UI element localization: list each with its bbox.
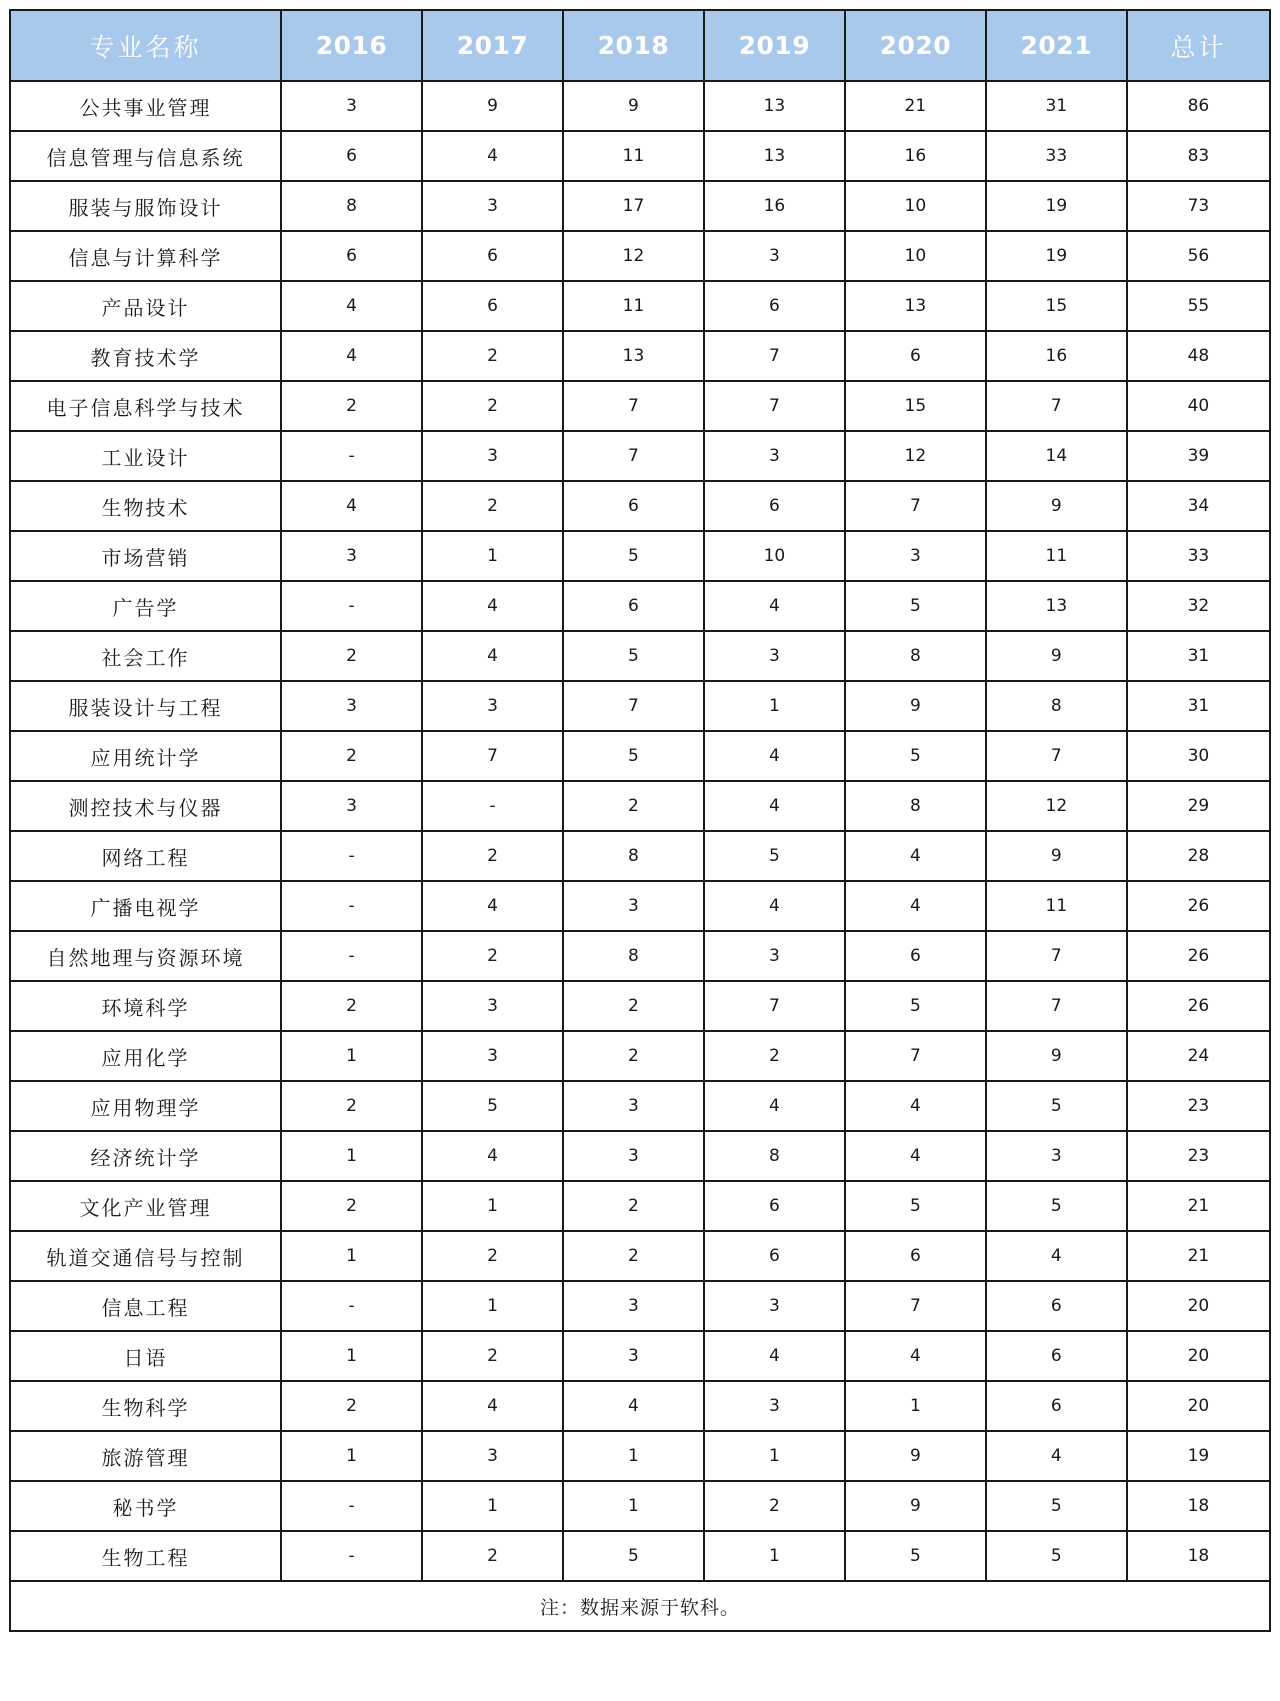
year-count-cell: 9 [563,81,704,131]
year-count-cell: 6 [986,1331,1127,1381]
year-count-cell: 9 [845,681,986,731]
year-count-cell: 11 [986,531,1127,581]
year-count-cell: 5 [845,731,986,781]
year-count-cell: 8 [563,931,704,981]
major-name-cell: 旅游管理 [10,1431,281,1481]
year-count-cell: 8 [281,181,422,231]
year-count-cell: 16 [845,131,986,181]
total-cell: 23 [1127,1131,1270,1181]
major-name-cell: 秘书学 [10,1481,281,1531]
total-cell: 28 [1127,831,1270,881]
total-cell: 73 [1127,181,1270,231]
major-name-cell: 应用统计学 [10,731,281,781]
total-cell: 29 [1127,781,1270,831]
major-name-cell: 教育技术学 [10,331,281,381]
year-count-cell: 7 [563,431,704,481]
year-count-cell: 1 [281,1431,422,1481]
year-count-cell: - [281,881,422,931]
year-count-cell: 4 [845,1131,986,1181]
year-count-cell: 3 [704,631,845,681]
year-count-cell: 1 [422,1181,563,1231]
year-count-cell: 4 [845,1081,986,1131]
total-cell: 55 [1127,281,1270,331]
year-count-cell: 4 [704,581,845,631]
year-count-cell: 7 [986,731,1127,781]
year-count-cell: 8 [986,681,1127,731]
year-count-cell: 3 [845,531,986,581]
year-count-cell: 4 [422,1131,563,1181]
year-count-cell: 1 [563,1481,704,1531]
total-cell: 31 [1127,631,1270,681]
year-count-cell: 13 [986,581,1127,631]
year-count-cell: 5 [845,1181,986,1231]
table-row [10,131,1270,181]
year-count-cell: 3 [422,981,563,1031]
year-count-cell: 5 [563,731,704,781]
year-count-cell: 2 [281,381,422,431]
year-count-cell: 2 [281,981,422,1031]
year-count-cell: 4 [845,831,986,881]
column-header-2019: 2019 [704,10,845,81]
major-name-cell: 信息管理与信息系统 [10,131,281,181]
year-count-cell: 4 [845,881,986,931]
table-row [10,931,1270,981]
table-row [10,281,1270,331]
major-name-cell: 日语 [10,1331,281,1381]
year-count-cell: 7 [845,1281,986,1331]
year-count-cell: 3 [563,1281,704,1331]
year-count-cell: 5 [563,1531,704,1581]
year-count-cell: 5 [986,1531,1127,1581]
year-count-cell: 4 [704,881,845,931]
total-cell: 39 [1127,431,1270,481]
year-count-cell: 12 [986,781,1127,831]
year-count-cell: 9 [986,1031,1127,1081]
table-row [10,1331,1270,1381]
total-cell: 26 [1127,881,1270,931]
note-row [10,1581,1270,1631]
year-count-cell: 4 [704,781,845,831]
year-count-cell: 1 [845,1381,986,1431]
year-count-cell: 4 [422,581,563,631]
major-name-cell: 生物工程 [10,1531,281,1581]
year-count-cell: 3 [281,681,422,731]
year-count-cell: 3 [422,1031,563,1081]
year-count-cell: 3 [704,1281,845,1331]
year-count-cell: - [281,1531,422,1581]
major-name-cell: 服装与服饰设计 [10,181,281,231]
table-row [10,431,1270,481]
year-count-cell: 5 [563,631,704,681]
year-count-cell: 6 [845,1231,986,1281]
year-count-cell: 8 [845,631,986,681]
year-count-cell: 13 [845,281,986,331]
year-count-cell: 5 [563,531,704,581]
year-count-cell: 4 [845,1331,986,1381]
column-header-2016: 2016 [281,10,422,81]
table-row [10,481,1270,531]
year-count-cell: 3 [563,881,704,931]
year-count-cell: 4 [281,331,422,381]
year-count-cell: 7 [704,981,845,1031]
table-row [10,1081,1270,1131]
major-name-cell: 工业设计 [10,431,281,481]
year-count-cell: 11 [563,281,704,331]
table-row [10,731,1270,781]
year-count-cell: 4 [563,1381,704,1431]
column-header-total: 总计 [1127,10,1270,81]
year-count-cell: 2 [281,631,422,681]
year-count-cell: - [281,581,422,631]
year-count-cell: 1 [281,1131,422,1181]
year-count-cell: 1 [281,1331,422,1381]
major-name-cell: 信息与计算科学 [10,231,281,281]
year-count-cell: 13 [704,81,845,131]
year-count-cell: 2 [422,481,563,531]
year-count-cell: 6 [704,1231,845,1281]
year-count-cell: 12 [563,231,704,281]
year-count-cell: 2 [281,1381,422,1431]
year-count-cell: 1 [422,1281,563,1331]
year-count-cell: 6 [986,1281,1127,1331]
year-count-cell: 3 [422,181,563,231]
table-row [10,531,1270,581]
year-count-cell: 6 [704,481,845,531]
table-row [10,331,1270,381]
year-count-cell: 3 [986,1131,1127,1181]
major-name-cell: 应用化学 [10,1031,281,1081]
year-count-cell: 5 [986,1481,1127,1531]
year-count-cell: 5 [986,1081,1127,1131]
year-count-cell: 1 [704,1531,845,1581]
year-count-cell: 2 [563,1181,704,1231]
year-count-cell: 1 [704,681,845,731]
year-count-cell: 1 [422,531,563,581]
year-count-cell: 1 [563,1431,704,1481]
year-count-cell: 6 [986,1381,1127,1431]
year-count-cell: 9 [845,1481,986,1531]
table-row [10,1231,1270,1281]
year-count-cell: 5 [986,1181,1127,1231]
year-count-cell: 4 [422,1381,563,1431]
total-cell: 24 [1127,1031,1270,1081]
year-count-cell: 15 [845,381,986,431]
total-cell: 48 [1127,331,1270,381]
year-count-cell: 2 [563,1031,704,1081]
table-row [10,1431,1270,1481]
year-count-cell: 2 [422,381,563,431]
major-name-cell: 社会工作 [10,631,281,681]
year-count-cell: 8 [845,781,986,831]
year-count-cell: 4 [704,1331,845,1381]
year-count-cell: 2 [281,1081,422,1131]
major-name-cell: 生物技术 [10,481,281,531]
year-count-cell: 10 [845,231,986,281]
year-count-cell: - [281,431,422,481]
year-count-cell: 4 [704,731,845,781]
column-header-major: 专业名称 [10,10,281,81]
year-count-cell: 6 [845,331,986,381]
year-count-cell: 9 [986,831,1127,881]
year-count-cell: 4 [281,481,422,531]
year-count-cell: 7 [986,981,1127,1031]
table-row [10,1381,1270,1431]
year-count-cell: 2 [422,931,563,981]
year-count-cell: 6 [281,131,422,181]
year-count-cell: 3 [704,1381,845,1431]
year-count-cell: 16 [986,331,1127,381]
table-row [10,831,1270,881]
year-count-cell: 2 [563,981,704,1031]
table-row [10,1181,1270,1231]
total-cell: 20 [1127,1381,1270,1431]
year-count-cell: 5 [704,831,845,881]
year-count-cell: 13 [563,331,704,381]
column-header-2018: 2018 [563,10,704,81]
table-row [10,1131,1270,1181]
major-name-cell: 服装设计与工程 [10,681,281,731]
year-count-cell: 16 [704,181,845,231]
table-row [10,81,1270,131]
year-count-cell: 3 [281,81,422,131]
year-count-cell: 3 [563,1081,704,1131]
year-count-cell: 4 [986,1231,1127,1281]
year-count-cell: 3 [422,431,563,481]
major-name-cell: 经济统计学 [10,1131,281,1181]
major-name-cell: 广播电视学 [10,881,281,931]
major-name-cell: 自然地理与资源环境 [10,931,281,981]
total-cell: 56 [1127,231,1270,281]
major-name-cell: 测控技术与仪器 [10,781,281,831]
table-row [10,1481,1270,1531]
year-count-cell: 1 [281,1231,422,1281]
table-footer [10,1581,1270,1631]
year-count-cell: 19 [986,181,1127,231]
major-name-cell: 文化产业管理 [10,1181,281,1231]
year-count-cell: - [281,1481,422,1531]
year-count-cell: 11 [563,131,704,181]
year-count-cell: 5 [422,1081,563,1131]
total-cell: 20 [1127,1281,1270,1331]
year-count-cell: 11 [986,881,1127,931]
year-count-cell: 8 [563,831,704,881]
year-count-cell: 2 [422,331,563,381]
year-count-cell: 7 [563,681,704,731]
year-count-cell: 6 [422,281,563,331]
year-count-cell: 6 [845,931,986,981]
year-count-cell: 3 [281,781,422,831]
total-cell: 26 [1127,981,1270,1031]
year-count-cell: 6 [704,1181,845,1231]
year-count-cell: 7 [845,481,986,531]
header-row [10,10,1270,81]
year-count-cell: 21 [845,81,986,131]
year-count-cell: 2 [281,731,422,781]
major-name-cell: 市场营销 [10,531,281,581]
year-count-cell: 5 [845,581,986,631]
table-row [10,631,1270,681]
column-header-2021: 2021 [986,10,1127,81]
year-count-cell: - [422,781,563,831]
major-name-cell: 广告学 [10,581,281,631]
year-count-cell: 19 [986,231,1127,281]
table-body [10,81,1270,1581]
table-row [10,681,1270,731]
column-header-2017: 2017 [422,10,563,81]
year-count-cell: 6 [281,231,422,281]
year-count-cell: 5 [845,1531,986,1581]
table-row [10,181,1270,231]
year-count-cell: 1 [704,1431,845,1481]
year-count-cell: 7 [704,381,845,431]
major-name-cell: 生物科学 [10,1381,281,1431]
year-count-cell: - [281,831,422,881]
year-count-cell: - [281,931,422,981]
year-count-cell: 7 [422,731,563,781]
year-count-cell: 2 [422,1331,563,1381]
year-count-cell: 2 [704,1481,845,1531]
year-count-cell: 2 [422,831,563,881]
year-count-cell: 7 [986,931,1127,981]
year-count-cell: 7 [704,331,845,381]
year-count-cell: 33 [986,131,1127,181]
year-count-cell: 13 [704,131,845,181]
total-cell: 83 [1127,131,1270,181]
year-count-cell: 4 [422,131,563,181]
table-row [10,981,1270,1031]
total-cell: 86 [1127,81,1270,131]
table-row [10,881,1270,931]
year-count-cell: 3 [704,231,845,281]
major-name-cell: 信息工程 [10,1281,281,1331]
total-cell: 32 [1127,581,1270,631]
major-name-cell: 产品设计 [10,281,281,331]
total-cell: 18 [1127,1531,1270,1581]
year-count-cell: 3 [704,931,845,981]
year-count-cell: 8 [704,1131,845,1181]
table-row [10,1531,1270,1581]
year-count-cell: 2 [422,1231,563,1281]
total-cell: 20 [1127,1331,1270,1381]
year-count-cell: 10 [704,531,845,581]
year-count-cell: 31 [986,81,1127,131]
year-count-cell: 2 [704,1031,845,1081]
year-count-cell: 2 [281,1181,422,1231]
year-count-cell: 3 [563,1131,704,1181]
year-count-cell: 2 [563,1231,704,1281]
year-count-cell: 15 [986,281,1127,331]
year-count-cell: 4 [986,1431,1127,1481]
table-row [10,381,1270,431]
year-count-cell: 3 [281,531,422,581]
source-note: 注：数据来源于软科。 [10,1581,1270,1631]
table-header [10,10,1270,81]
year-count-cell: 17 [563,181,704,231]
year-count-cell: 7 [986,381,1127,431]
total-cell: 33 [1127,531,1270,581]
year-count-cell: 9 [845,1431,986,1481]
total-cell: 26 [1127,931,1270,981]
total-cell: 34 [1127,481,1270,531]
total-cell: 18 [1127,1481,1270,1531]
year-count-cell: 1 [422,1481,563,1531]
major-name-cell: 应用物理学 [10,1081,281,1131]
total-cell: 21 [1127,1231,1270,1281]
year-count-cell: 2 [422,1531,563,1581]
major-name-cell: 轨道交通信号与控制 [10,1231,281,1281]
total-cell: 40 [1127,381,1270,431]
year-count-cell: 7 [563,381,704,431]
year-count-cell: 4 [704,1081,845,1131]
year-count-cell: 6 [704,281,845,331]
year-count-cell: 4 [422,631,563,681]
year-count-cell: 2 [563,781,704,831]
total-cell: 31 [1127,681,1270,731]
year-count-cell: 3 [704,431,845,481]
year-count-cell: 10 [845,181,986,231]
year-count-cell: 3 [422,681,563,731]
year-count-cell: 7 [845,1031,986,1081]
year-count-cell: 6 [563,481,704,531]
year-count-cell: 14 [986,431,1127,481]
year-count-cell: 9 [422,81,563,131]
major-name-cell: 电子信息科学与技术 [10,381,281,431]
table-row [10,231,1270,281]
major-name-cell: 环境科学 [10,981,281,1031]
table-row [10,1281,1270,1331]
major-name-cell: 网络工程 [10,831,281,881]
table-row [10,1031,1270,1081]
year-count-cell: 1 [281,1031,422,1081]
column-header-2020: 2020 [845,10,986,81]
year-count-cell: 6 [563,581,704,631]
major-name-cell: 公共事业管理 [10,81,281,131]
year-count-cell: 3 [563,1331,704,1381]
table-row [10,581,1270,631]
year-count-cell: 6 [422,231,563,281]
year-count-cell: 9 [986,481,1127,531]
total-cell: 19 [1127,1431,1270,1481]
total-cell: 30 [1127,731,1270,781]
table-row [10,781,1270,831]
year-count-cell: - [281,1281,422,1331]
total-cell: 21 [1127,1181,1270,1231]
total-cell: 23 [1127,1081,1270,1131]
year-count-cell: 4 [281,281,422,331]
year-count-cell: 9 [986,631,1127,681]
year-count-cell: 4 [422,881,563,931]
major-table [9,9,1271,1632]
year-count-cell: 12 [845,431,986,481]
year-count-cell: 3 [422,1431,563,1481]
year-count-cell: 5 [845,981,986,1031]
